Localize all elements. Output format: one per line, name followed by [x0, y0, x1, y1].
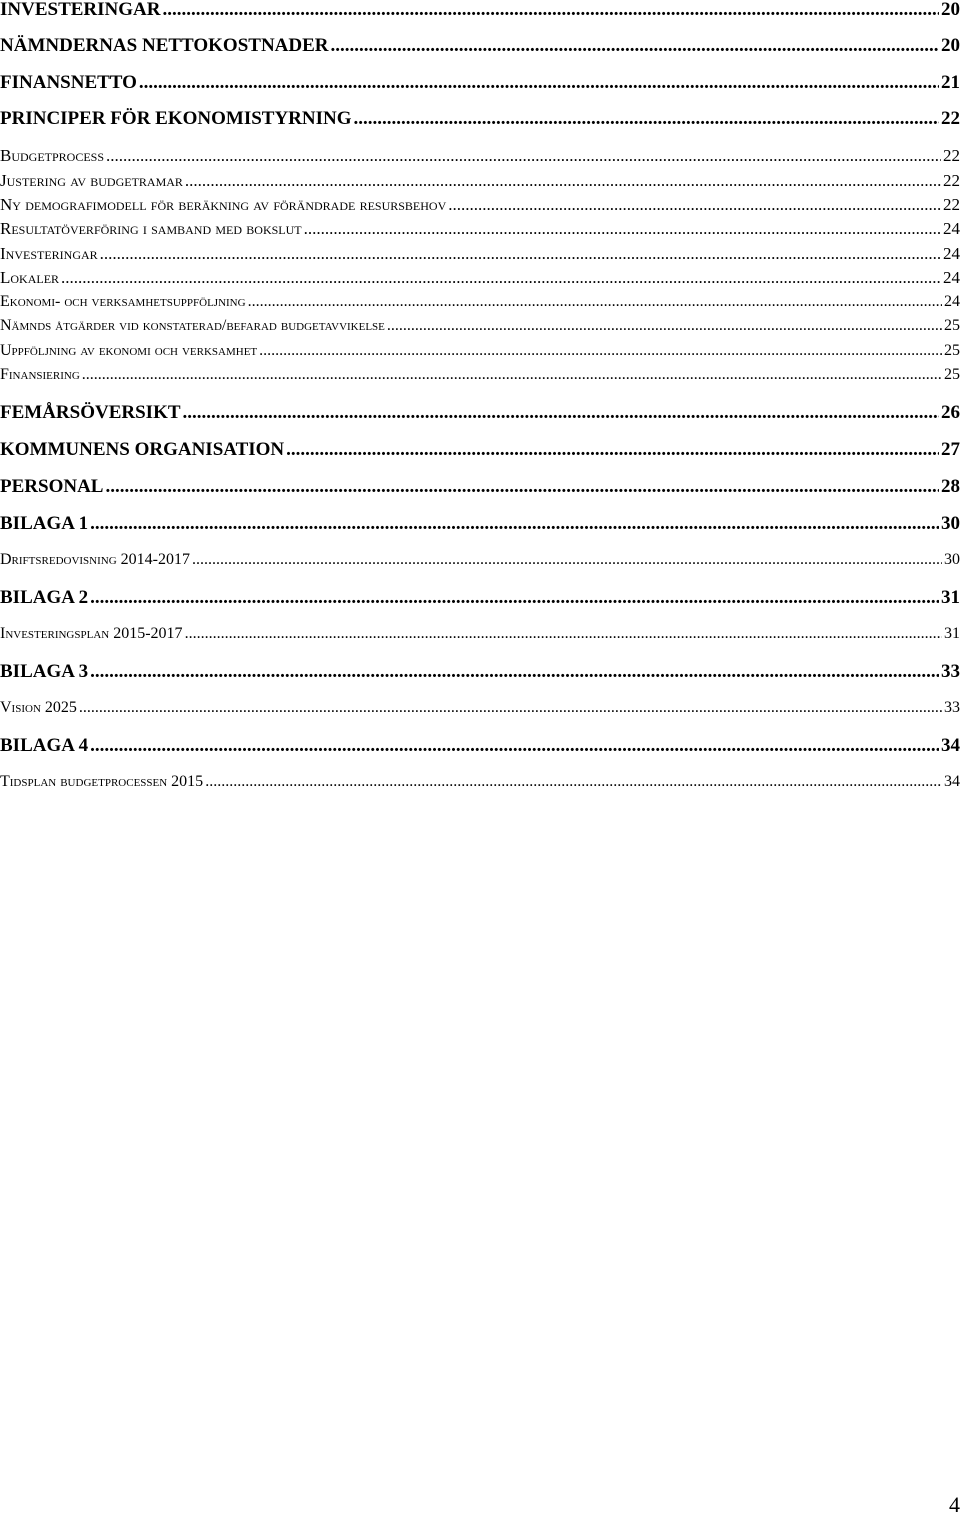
toc-entry-page: 25	[944, 366, 960, 383]
toc-entry-bilaga-1[interactable]	[0, 514, 960, 533]
dot-leader	[248, 294, 942, 310]
toc-entry-label: Driftsredovisning 2014-2017	[0, 551, 191, 568]
dot-leader	[304, 220, 941, 237]
toc-entry-page: 33	[941, 661, 960, 682]
toc-entry-tidsplan[interactable]	[0, 774, 960, 790]
toc-entry-label: BILAGA 3	[0, 661, 89, 682]
toc-entry-vision[interactable]	[0, 700, 960, 716]
toc-entry-label: BILAGA 1	[0, 513, 89, 534]
toc-entry-label: Tidsplan budgetprocessen 2015	[0, 773, 204, 790]
toc-entry-finansnetto[interactable]	[0, 73, 960, 92]
toc-entry-bilaga-4[interactable]	[0, 736, 960, 755]
dot-leader	[185, 626, 942, 642]
toc-entry-namndernas-nettokostnader[interactable]	[0, 36, 960, 55]
toc-entry-bilaga-2[interactable]	[0, 588, 960, 607]
dot-leader	[205, 774, 942, 790]
dot-leader	[90, 662, 939, 681]
toc-entry-label: Lokaler	[0, 268, 60, 287]
toc-entry-page: 30	[944, 551, 960, 568]
toc-entry-demografimodell[interactable]	[0, 196, 960, 213]
toc-entry-page: 24	[943, 244, 960, 263]
toc-entry-bilaga-3[interactable]	[0, 662, 960, 681]
toc-entry-femarsoversikt[interactable]	[0, 403, 960, 422]
dot-leader	[185, 172, 941, 189]
toc-entry-label: Justering av budgetramar	[0, 171, 183, 190]
toc-entry-lokaler[interactable]	[0, 269, 960, 286]
toc-entry-label: Ekonomi- och verksamhetsuppföljning	[0, 293, 246, 310]
toc-entry-page: 31	[941, 587, 960, 608]
toc-entry-label: Vision 2025	[0, 699, 77, 716]
toc-entry-page: 24	[943, 268, 960, 287]
toc-entry-label: Finansiering	[0, 366, 80, 383]
toc-entry-page: 22	[943, 171, 960, 190]
toc-entry-label: Investeringsplan 2015-2017	[0, 625, 183, 642]
toc-entry-label: Budgetprocess	[0, 146, 105, 165]
toc-entry-page: 26	[941, 402, 960, 423]
dot-leader	[448, 196, 941, 213]
toc-entry-label: Uppföljning av ekonomi och verksamhet	[0, 342, 258, 359]
toc-entry-label: BILAGA 4	[0, 735, 89, 756]
toc-entry-page: 22	[943, 146, 960, 165]
dot-leader	[90, 588, 939, 607]
toc-entry-organisation[interactable]	[0, 440, 960, 459]
toc-entry-page: 21	[941, 72, 960, 93]
toc-entry-label: PRINCIPER FÖR EKONOMISTYRNING	[0, 108, 352, 129]
dot-leader	[139, 73, 939, 92]
toc-entry-finansiering[interactable]	[0, 367, 960, 383]
dot-leader	[354, 109, 939, 128]
page-number: 4	[949, 1492, 960, 1517]
dot-leader	[331, 36, 939, 55]
dot-leader	[106, 147, 941, 164]
toc-entry-page: 34	[944, 773, 960, 790]
toc-entry-page: 22	[941, 108, 960, 129]
toc-entry-investeringar-sub[interactable]	[0, 245, 960, 262]
dot-leader	[387, 318, 942, 334]
toc-entry-label: NÄMNDERNAS NETTOKOSTNADER	[0, 35, 329, 56]
dot-leader	[79, 700, 942, 716]
toc-entry-page: 25	[944, 317, 960, 334]
toc-entry-budgetprocess[interactable]	[0, 147, 960, 164]
toc-entry-budgetavvikelse[interactable]	[0, 318, 960, 334]
toc-entry-label: KOMMUNENS ORGANISATION	[0, 439, 285, 460]
toc-entry-investeringar[interactable]	[0, 0, 960, 19]
toc-entry-label: FINANSNETTO	[0, 72, 137, 93]
toc-entry-label: Nämnds åtgärder vid konstaterad/befarad budgetavvikelse	[0, 317, 385, 334]
dot-leader	[100, 245, 941, 262]
toc-entry-label: PERSONAL	[0, 476, 104, 497]
toc-entry-page: 30	[941, 513, 960, 534]
toc-entry-label: Resultatöverföring i samband med bokslut	[0, 219, 302, 238]
dot-leader	[183, 403, 939, 422]
toc-entry-principer[interactable]	[0, 109, 960, 128]
toc-entry-justering[interactable]	[0, 172, 960, 189]
toc-entry-label: INVESTERINGAR	[0, 0, 161, 20]
toc-entry-page: 33	[944, 699, 960, 716]
dot-leader	[90, 514, 939, 533]
toc-entry-page: 22	[943, 195, 960, 214]
dot-leader	[105, 477, 939, 496]
dot-leader	[259, 343, 942, 359]
toc-entry-uppfoljning[interactable]	[0, 343, 960, 359]
toc-entry-page: 20	[941, 35, 960, 56]
toc-entry-label: FEMÅRSÖVERSIKT	[0, 402, 181, 423]
toc-entry-page: 25	[944, 342, 960, 359]
toc-entry-page: 34	[941, 735, 960, 756]
dot-leader	[286, 440, 939, 459]
toc-entry-label: Ny demografimodell för beräkning av förändrade resursbehov	[0, 195, 447, 214]
dot-leader	[82, 367, 942, 383]
dot-leader	[162, 0, 939, 19]
toc-entry-page: 24	[943, 219, 960, 238]
toc-entry-investeringsplan[interactable]	[0, 626, 960, 642]
toc-entry-page: 31	[944, 625, 960, 642]
toc-entry-personal[interactable]	[0, 477, 960, 496]
toc-entry-ekonomi-uppfoljning[interactable]	[0, 294, 960, 310]
toc-entry-page: 28	[941, 476, 960, 497]
toc-entry-driftsredovisning[interactable]	[0, 552, 960, 568]
toc-entry-resultatoverforing[interactable]	[0, 220, 960, 237]
toc-entry-page: 20	[941, 0, 960, 20]
dot-leader	[61, 269, 941, 286]
dot-leader	[90, 736, 939, 755]
toc-entry-label: Investeringar	[0, 244, 98, 263]
dot-leader	[192, 552, 942, 568]
toc-entry-label: BILAGA 2	[0, 587, 89, 608]
toc-entry-page: 27	[941, 439, 960, 460]
toc-entry-page: 24	[944, 293, 960, 310]
